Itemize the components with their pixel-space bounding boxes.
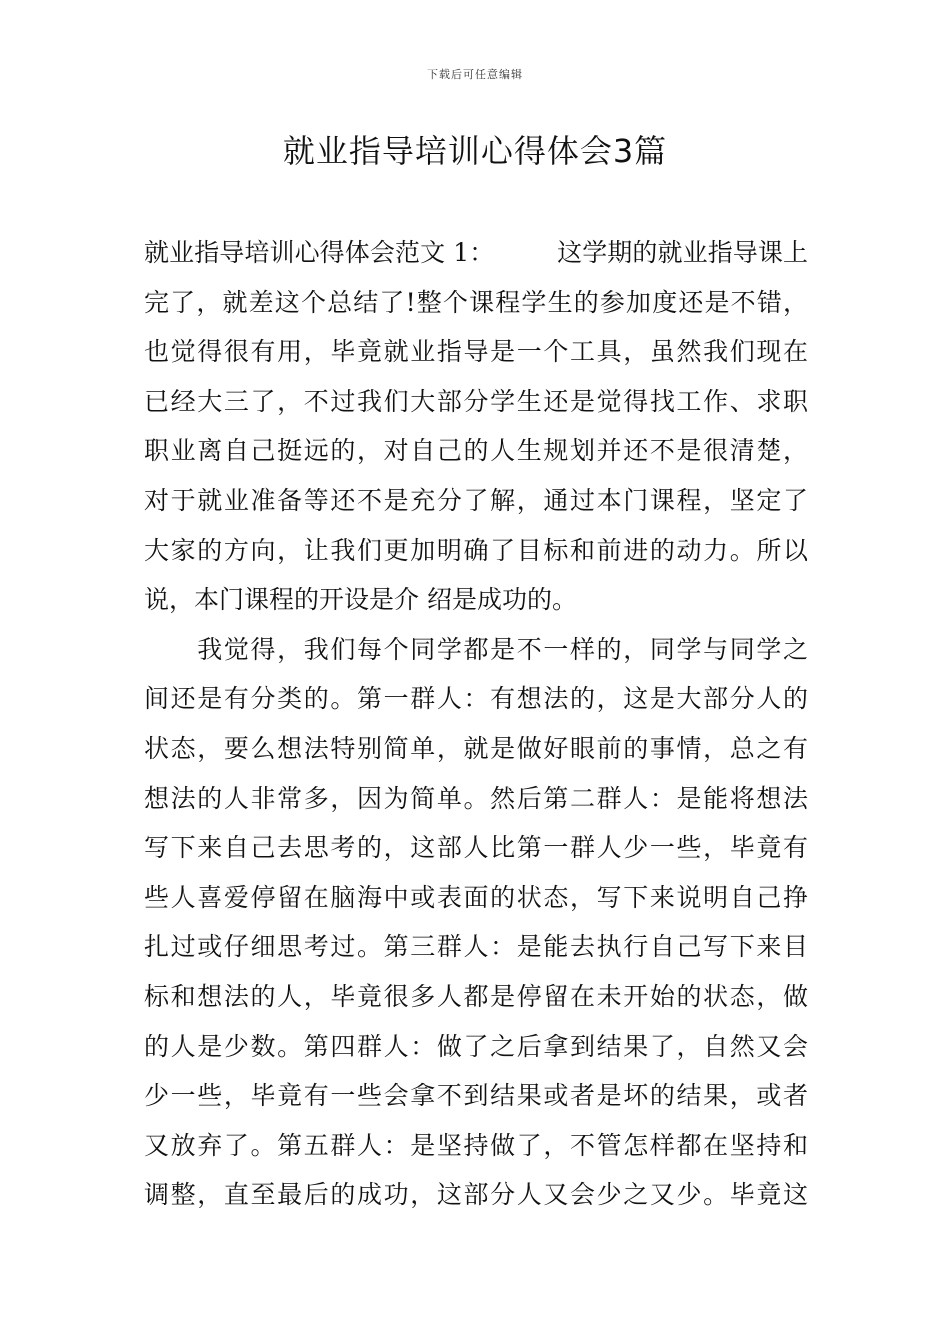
body-line: 调整，直至最后的成功，这部分人又会少之又少。毕竟这 [144, 1180, 808, 1210]
body-line: 大家的方向，让我们更加明确了目标和前进的动力。所以 [144, 535, 808, 565]
header-note: 下载后可任意编辑 [427, 68, 523, 81]
body-line: 又放弃了。第五群人：是坚持做了，不管怎样都在坚持和 [144, 1130, 808, 1160]
body-line: 状态，要么想法特别简单，就是做好眼前的事情，总之有 [144, 733, 808, 763]
body-line: 标和想法的人，毕竟很多人都是停留在未开始的状态，做 [144, 981, 808, 1011]
body-line: 间还是有分类的。第一群人：有想法的，这是大部分人的 [144, 684, 808, 714]
body-line: 扎过或仔细思考过。第三群人：是能去执行自己写下来目 [144, 932, 808, 962]
body-line: 少一些，毕竟有一些会拿不到结果或者是坏的结果，或者 [144, 1081, 808, 1111]
document-title: 就业指导培训心得体会3篇 [282, 132, 668, 170]
body-line: 些人喜爱停留在脑海中或表面的状态，写下来说明自己挣 [144, 882, 808, 912]
document-body [144, 228, 808, 1220]
body-line: 已经大三了，不过我们大部分学生还是觉得找工作、求职 [144, 386, 808, 416]
body-line: 就业指导培训心得体会范文 1： 这学期的就业指导课上 [144, 238, 808, 267]
body-line: 的人是少数。第四群人：做了之后拿到结果了，自然又会 [144, 1031, 808, 1061]
body-line: 我觉得，我们每个同学都是不一样的，同学与同学之 [144, 634, 808, 664]
body-line: 职业离自己挺远的，对自己的人生规划并还不是很清楚， [144, 436, 808, 466]
body-line: 完了，就差这个总结了!整个课程学生的参加度还是不错， [144, 287, 808, 317]
body-line: 对于就业准备等还不是充分了解，通过本门课程，坚定了 [144, 485, 808, 515]
body-line: 写下来自己去思考的，这部人比第一群人少一些，毕竟有 [144, 833, 808, 863]
body-line: 也觉得很有用，毕竟就业指导是一个工具，虽然我们现在 [144, 337, 808, 367]
body-line: 说，本门课程的开设是介 绍是成功的。 [144, 585, 577, 615]
body-line: 想法的人非常多，因为简单。然后第二群人：是能将想法 [144, 783, 808, 813]
